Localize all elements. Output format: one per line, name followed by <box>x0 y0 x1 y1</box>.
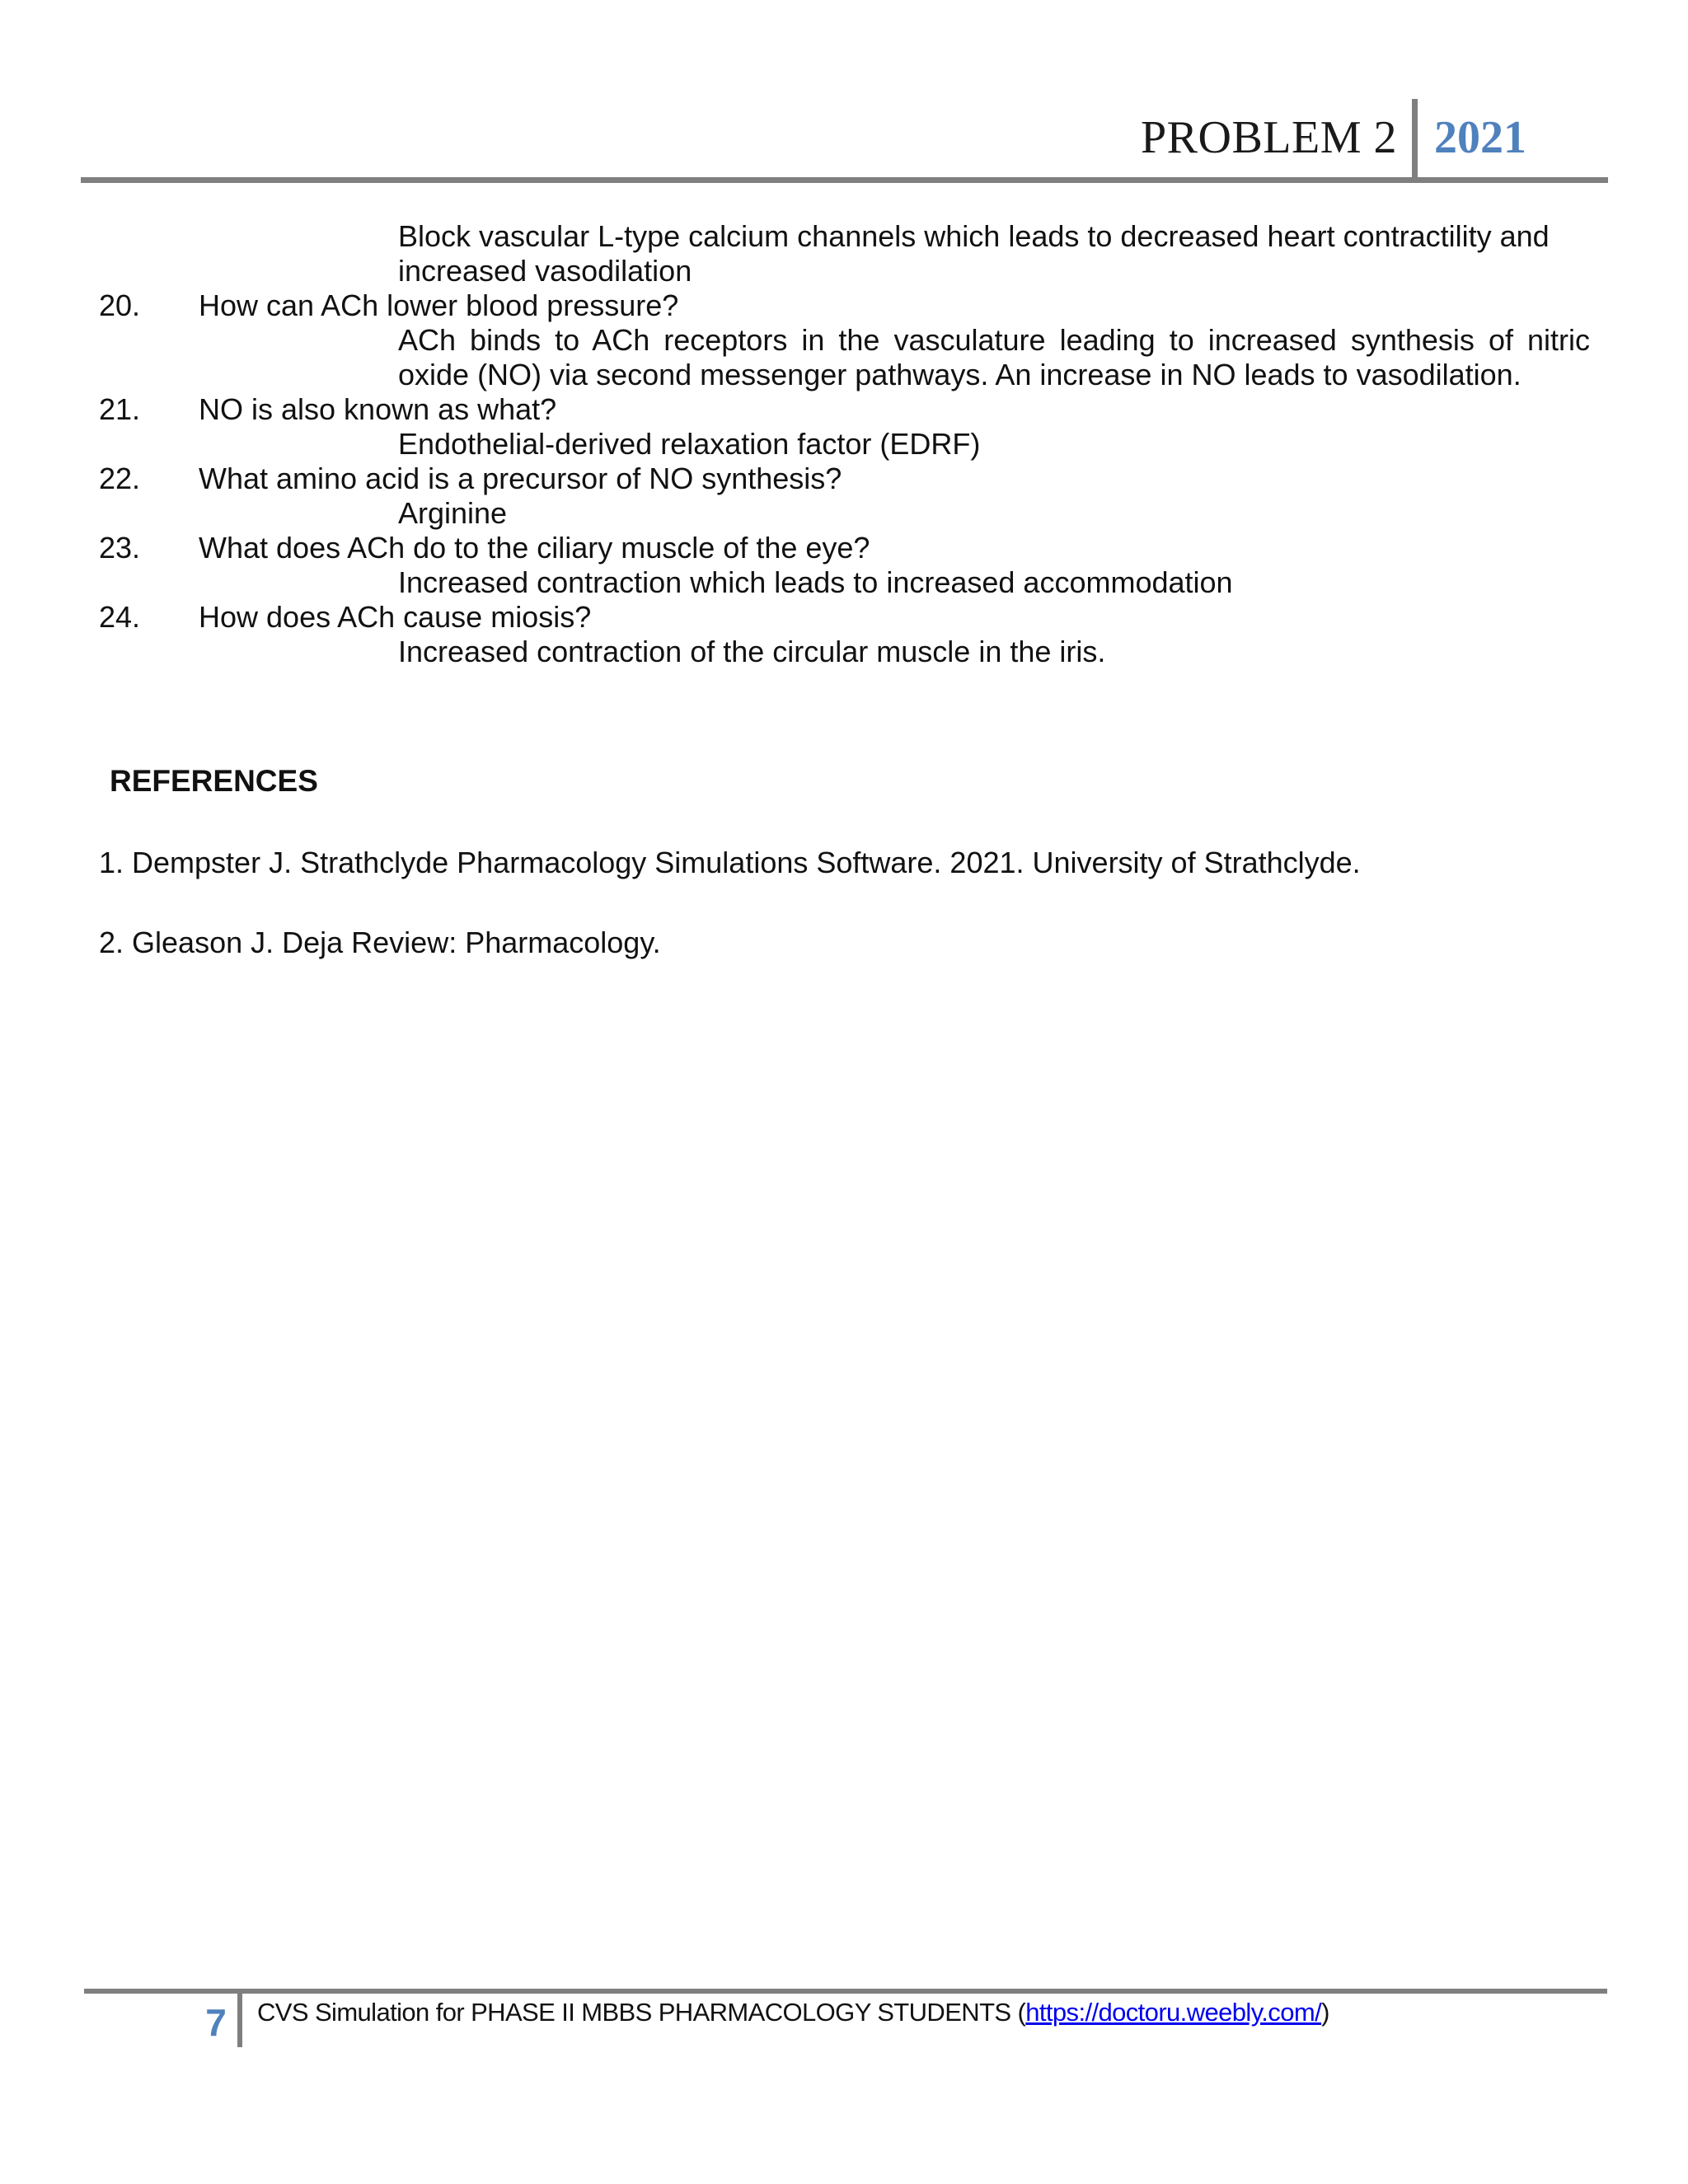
answer-text: Endothelial-derived relaxation factor (EDRF) <box>398 427 981 461</box>
footer-closing-paren: ) <box>1321 1998 1329 2027</box>
question-number: 21. <box>99 392 141 426</box>
page-header-year: 2021 <box>1434 112 1526 163</box>
footer-divider <box>237 1994 242 2047</box>
question-text: NO is also known as what? <box>199 392 557 426</box>
header-rule <box>81 177 1608 183</box>
footer-website-link[interactable]: https://doctoru.weebly.com/ <box>1025 1998 1322 2027</box>
answer-text: Arginine <box>398 496 508 530</box>
question-number: 20. <box>99 288 141 322</box>
reference-item: 1. Dempster J. Strathclyde Pharmacology Simulations Software. 2021. University of Strathclyde. <box>99 846 1361 879</box>
header-divider <box>1412 99 1418 177</box>
answer-19-line-1: Block vascular L-type calcium channels which leads to decreased heart contractility and <box>398 219 1550 253</box>
answer-text: ACh binds to ACh receptors in the vasculature leading to increased synthesis of nitric oxide (NO) via second messenger pathways. An increase in NO leads to vasodilation. <box>398 323 1590 391</box>
question-text: How does ACh cause miosis? <box>199 600 592 634</box>
page-header-title: PROBLEM 2 <box>1141 112 1397 163</box>
answer-text: Increased contraction which leads to increased accommodation <box>398 565 1233 599</box>
question-text: What amino acid is a precursor of NO synthesis? <box>199 462 842 495</box>
question-number: 24. <box>99 600 141 634</box>
question-number: 22. <box>99 462 141 495</box>
footer-label: CVS Simulation for PHASE II MBBS PHARMACOLOGY STUDENTS ( <box>257 1998 1026 2027</box>
question-text: How can ACh lower blood pressure? <box>199 288 679 322</box>
reference-item: 2. Gleason J. Deja Review: Pharmacology. <box>99 926 661 959</box>
answer-19-line-2: increased vasodilation <box>398 254 692 288</box>
question-number: 23. <box>99 531 141 565</box>
page-number: 7 <box>205 2001 227 2044</box>
answer-text: Increased contraction of the circular muscle in the iris. <box>398 635 1106 668</box>
footer-rule <box>84 1989 1607 1994</box>
question-text: What does ACh do to the ciliary muscle of the eye? <box>199 531 870 565</box>
footer-text <box>257 1995 1329 2030</box>
references-heading: REFERENCES <box>110 764 318 798</box>
